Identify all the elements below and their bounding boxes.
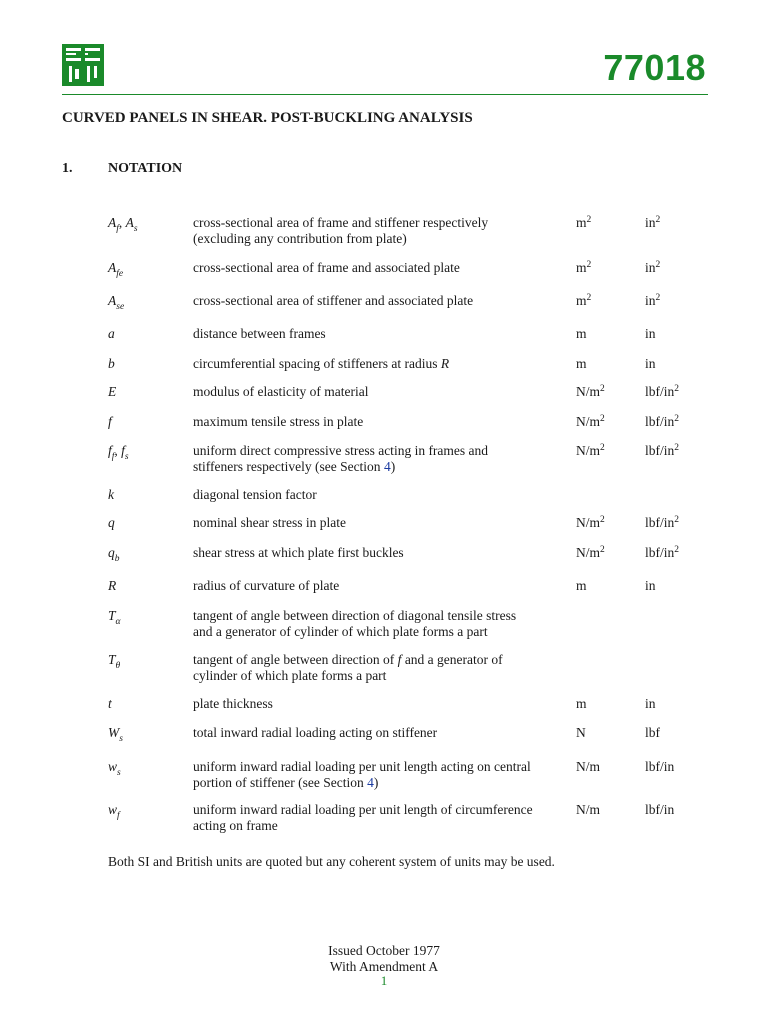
notation-description: cross-sectional area of frame and stiffener respectively (excluding any contribution from plate) (193, 215, 489, 246)
si-unit: N (576, 725, 586, 740)
page-number: 1 (380, 973, 388, 988)
section-link[interactable]: 4 (367, 775, 374, 790)
british-unit: lbf/$in^2$ (645, 515, 679, 530)
notation-description: uniform inward radial loading per unit length acting on central portion of stiffener (see Section 4) (193, 759, 531, 790)
notation-description: distance between frames (193, 326, 326, 341)
notation-symbol: $q_b$ (108, 545, 120, 564)
notation-description: circumferential spacing of stiffeners at radius R (193, 356, 450, 371)
notation-description: maximum tensile stress in plate (193, 414, 364, 429)
british-unit: in (645, 578, 656, 593)
esdu-logo (62, 44, 104, 86)
notation-symbol: $T_\alpha$ (108, 608, 121, 627)
si-unit: m (576, 578, 587, 593)
british-unit: $in^2$ (645, 215, 661, 230)
si-unit: $N/m^2$ (576, 443, 605, 458)
notation-symbol: $A_{fe}$ (108, 260, 124, 279)
si-unit: m (576, 326, 587, 341)
section-link[interactable]: 4 (383, 459, 391, 474)
issue-date: Issued October 1977 (328, 943, 440, 958)
notation-description: uniform direct compressive stress acting in frames and stiffeners respectively (see Section 4) (193, 443, 489, 474)
british-unit: in (645, 696, 656, 711)
notation-description: tangent of angle between direction of diagonal tensile stress and a generator of cylinder of which plate forms a part (193, 608, 517, 639)
si-unit: $N/m^2$ (576, 545, 605, 560)
notation-symbol: $f_f$, $f_s$ (108, 443, 129, 462)
units-note: Both SI and British units are quoted but any coherent system of units may be used. (108, 854, 555, 869)
notation-description: total inward radial loading acting on stiffener (193, 725, 438, 740)
si-unit: $N/m^2$ (576, 384, 605, 399)
notation-symbol: $A_{se}$ (108, 293, 125, 312)
british-unit: lbf (645, 725, 660, 740)
notation-description: modulus of elasticity of material (193, 384, 369, 399)
si-unit: m (576, 356, 587, 371)
notation-description: tangent of angle between direction of f and a generator of cylinder of which plate forms a part (193, 652, 503, 683)
notation-description: nominal shear stress in plate (193, 515, 346, 530)
notation-description: cross-sectional area of stiffener and associated plate (193, 293, 474, 308)
si-unit: $m^2$ (576, 215, 592, 230)
notation-symbol: a (108, 326, 115, 341)
british-unit: lbf/in (645, 802, 675, 817)
si-unit: N/m (576, 759, 601, 774)
british-unit: in (645, 356, 656, 371)
notation-description: diagonal tension factor (193, 487, 317, 502)
notation-description: radius of curvature of plate (193, 578, 340, 593)
british-unit: $in^2$ (645, 260, 661, 275)
notation-symbol: t (108, 696, 112, 711)
notation-symbol: b (108, 356, 115, 371)
notation-description: uniform inward radial loading per unit length of circumference acting on frame (193, 802, 533, 833)
notation-description: plate thickness (193, 696, 273, 711)
si-unit: $N/m^2$ (576, 414, 605, 429)
issue-info (0, 943, 768, 975)
notation-symbol: k (108, 487, 114, 502)
british-unit: lbf/$in^2$ (645, 443, 679, 458)
page-title: CURVED PANELS IN SHEAR. POST-BUCKLING ANALYSIS (62, 110, 473, 126)
notation-symbol: E (108, 384, 117, 399)
british-unit: lbf/$in^2$ (645, 414, 679, 429)
header-rule (62, 94, 708, 95)
notation-description: shear stress at which plate first buckles (193, 545, 404, 560)
notation-symbol: $A_f$, $A_s$ (108, 215, 138, 234)
british-unit: lbf/$in^2$ (645, 545, 679, 560)
british-unit: lbf/in (645, 759, 675, 774)
amendment: With Amendment A (329, 959, 439, 974)
british-unit: $in^2$ (645, 293, 661, 308)
notation-symbol: $T_\theta$ (108, 652, 121, 671)
notation-symbol: R (108, 578, 117, 593)
si-unit: $m^2$ (576, 260, 592, 275)
notation-symbol: f (108, 414, 112, 429)
si-unit: $N/m^2$ (576, 515, 605, 530)
si-unit: m (576, 696, 587, 711)
notation-symbol: $w_f$ (108, 802, 120, 821)
notation-description: cross-sectional area of frame and associated plate (193, 260, 460, 275)
notation-symbol: $w_s$ (108, 759, 121, 778)
notation-symbol: q (108, 515, 115, 530)
section-title: NOTATION (108, 161, 183, 176)
british-unit: in (645, 326, 656, 341)
si-unit: N/m (576, 802, 601, 817)
notation-symbol: $W_s$ (108, 725, 123, 744)
british-unit: lbf/$in^2$ (645, 384, 679, 399)
document-number: 77018 (603, 47, 706, 88)
si-unit: $m^2$ (576, 293, 592, 308)
section-number: 1. (62, 161, 73, 176)
